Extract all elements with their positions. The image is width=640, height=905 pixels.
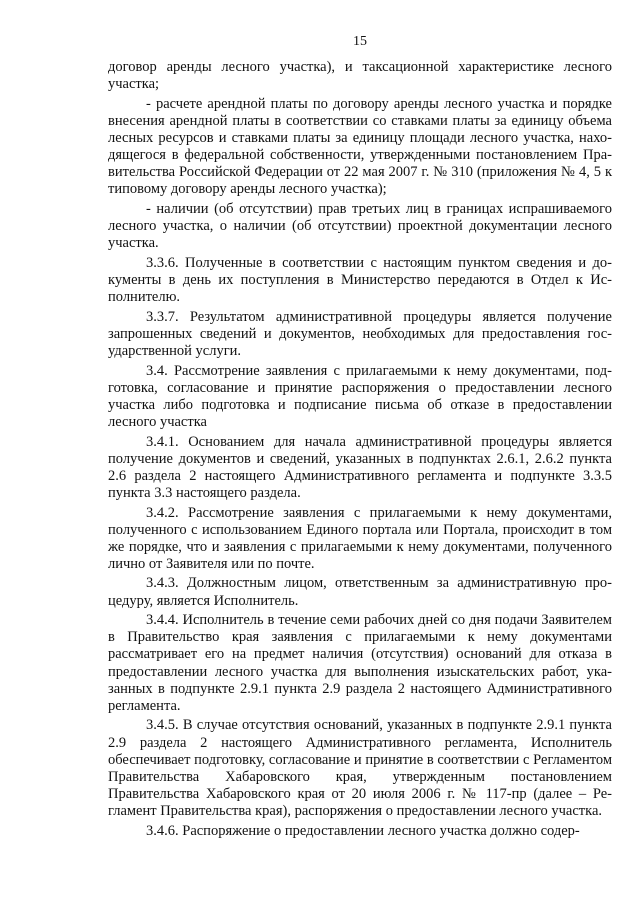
paragraph: 3.4.5. В случае отсутствия оснований, указанных в подпункте 2.9.1 пункта 2.9 раздела 2 настоящего Административного регламента, Исполнитель обеспечивает подготовку, согласование и принятие в соответствии с Регламентом Правительства Хабаровского края, утвержденным постановлением Правительства Хабаровского края от 20 июля 2006 г. № 117-пр (далее – Регламент Правительства края), распоряжения о предоставлении лесного участка. <box>108 717 612 819</box>
page-number: 15 <box>353 34 367 49</box>
paragraph: 3.3.7. Результатом административной процедуры является получение запрошенных сведений и документов, необходимых для предоставления государственной услуги. <box>108 308 612 359</box>
document-body <box>108 59 612 840</box>
paragraph: 3.4.4. Исполнитель в течение семи рабочих дней со дня подачи Заявителем в Правительство края заявления с прилагаемыми к нему документами рассматривает его на предмет наличия (отсутствия) оснований для отказа в предоставлении лесного участка для выполнения изыскательских работ, указанных в подпункте 2.9.1 пункта 2.9 раздела 2 настоящего Административного регламента. <box>108 612 612 714</box>
paragraph: договор аренды лесного участка), и таксационной характеристике лесного участка; <box>108 59 612 93</box>
paragraph: 3.4.3. Должностным лицом, ответственным за административную процедуру, является Исполнитель. <box>108 575 612 609</box>
paragraph: 3.4.6. Распоряжение о предоставлении лесного участка должно содер- <box>146 822 580 839</box>
paragraph: 3.4. Рассмотрение заявления с прилагаемыми к нему документами, подготовка, согласование и принятие распоряжения о предоставлении лесного участка либо подготовка и подписание письма об отказе в предоставлении лесного участка <box>108 362 612 430</box>
paragraph: 3.4.1. Основанием для начала административной процедуры является получение документов и сведений, указанных в подпунктах 2.6.1, 2.6.2 пункта 2.6 раздела 2 настоящего Административного регламента и подпункте 3.3.5 пункта 3.3 настоящего раздела. <box>108 433 612 501</box>
paragraph: 3.4.2. Рассмотрение заявления с прилагаемыми к нему документами, полученного с использованием Единого портала или Портала, происходит в том же порядке, что и заявления с прилагаемыми к нему документами, полученного лично от Заявителя или по почте. <box>108 504 612 572</box>
paragraph: - расчете арендной платы по договору аренды лесного участка и порядке внесения арендной платы в соответствии со ставками платы за единицу объема лесных ресурсов и ставками платы за единицу площади лесного участка, находящегося в федеральной собственности, утвержденными постановлением Правительства Российской Федерации от 22 мая 2007 г. № 310 (приложения № 4, 5 к типовому договору аренды лесного участка); <box>108 95 612 198</box>
paragraph: - наличии (об отсутствии) прав третьих лиц в границах испрашиваемого лесного участка, о наличии (об отсутствии) проектной документации лесного участка. <box>108 200 612 252</box>
paragraph: 3.3.6. Полученные в соответствии с настоящим пунктом сведения и документы в день их поступления в Министерство передаются в Отдел к Исполнителю. <box>108 254 612 305</box>
